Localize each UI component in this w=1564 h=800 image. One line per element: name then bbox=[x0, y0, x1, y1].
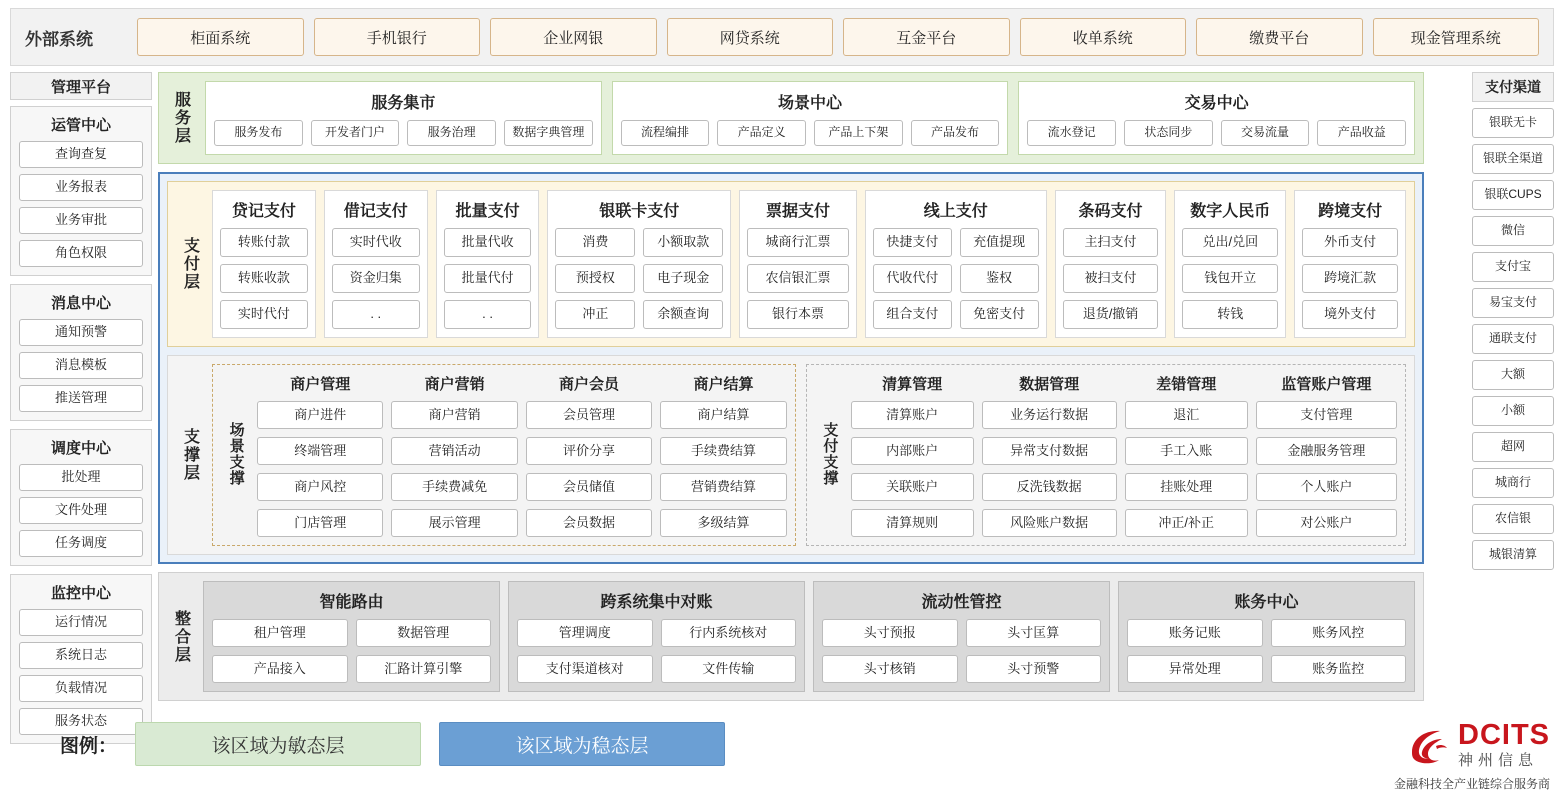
scene-support-item[interactable]: 营销活动 bbox=[391, 437, 517, 465]
transaction-center-title: 交易中心 bbox=[1184, 95, 1249, 112]
pay-item[interactable]: 兑出/兑回 bbox=[1182, 228, 1278, 257]
transaction-center-item[interactable]: 流水登记 bbox=[1027, 120, 1116, 146]
left-group-item[interactable]: 服务状态 bbox=[19, 708, 143, 735]
pay-item[interactable]: 充值提现 bbox=[960, 228, 1039, 257]
left-group-item[interactable]: 任务调度 bbox=[19, 530, 143, 557]
scene-center-item[interactable]: 产品定义 bbox=[717, 120, 806, 146]
pay-col-title: 条码支付 bbox=[1078, 203, 1143, 220]
scene-support-box bbox=[212, 364, 796, 546]
pay-support-column-title: 数据管理 bbox=[1019, 376, 1080, 393]
payment-layer bbox=[167, 181, 1415, 347]
left-group-title: 运管中心 bbox=[50, 117, 111, 134]
left-group-item[interactable]: 运行情况 bbox=[19, 609, 143, 636]
pay-col-unionpay-card bbox=[547, 190, 731, 338]
service-market-item[interactable]: 数据字典管理 bbox=[504, 120, 593, 146]
pay-item[interactable]: 银行本票 bbox=[747, 300, 849, 329]
pay-support-item[interactable]: 冲正/补正 bbox=[1125, 509, 1248, 537]
pay-support-box bbox=[806, 364, 1406, 546]
pay-support-item[interactable]: 反洗钱数据 bbox=[982, 473, 1117, 501]
pay-item[interactable]: 转账收款 bbox=[220, 264, 308, 293]
external-system-item[interactable]: 柜面系统 bbox=[137, 18, 304, 56]
left-group-item[interactable]: 消息模板 bbox=[19, 352, 143, 379]
pay-item[interactable]: 批量代收 bbox=[444, 228, 532, 257]
pay-item[interactable]: 电子现金 bbox=[643, 264, 723, 293]
integration-item[interactable]: 文件传输 bbox=[661, 655, 797, 683]
pay-support-item[interactable]: 手工入账 bbox=[1125, 437, 1248, 465]
legend-stable-swatch: 该区域为稳态层 bbox=[439, 722, 725, 766]
scene-support-item[interactable]: 会员储值 bbox=[526, 473, 652, 501]
service-market-item[interactable]: 服务发布 bbox=[214, 120, 303, 146]
external-system-item[interactable]: 现金管理系统 bbox=[1373, 18, 1540, 56]
payment-layer-label: 支付层 bbox=[181, 237, 199, 291]
scene-support-item[interactable]: 评价分享 bbox=[526, 437, 652, 465]
left-group-item[interactable]: 推送管理 bbox=[19, 385, 143, 412]
legend bbox=[60, 722, 725, 766]
scene-center-item[interactable]: 流程编排 bbox=[621, 120, 710, 146]
pay-item[interactable]: 组合支付 bbox=[873, 300, 952, 329]
pay-support-item[interactable]: 支付管理 bbox=[1256, 401, 1397, 429]
stable-layer-band bbox=[158, 172, 1424, 564]
integration-box-routing bbox=[203, 581, 500, 692]
scene-support-item[interactable]: 多级结算 bbox=[660, 509, 786, 537]
pay-item[interactable]: 免密支付 bbox=[960, 300, 1039, 329]
scene-support-column-title: 商户管理 bbox=[290, 376, 351, 393]
scene-support-label: 场景支撑 bbox=[227, 422, 245, 486]
scene-center-item[interactable]: 产品上下架 bbox=[814, 120, 903, 146]
integration-item[interactable]: 账务记账 bbox=[1127, 619, 1263, 647]
scene-center-box bbox=[612, 81, 1009, 155]
pay-support-item[interactable]: 清算账户 bbox=[851, 401, 974, 429]
scene-support-column bbox=[257, 371, 383, 537]
payment-channel-item[interactable]: 通联支付 bbox=[1472, 324, 1554, 354]
payment-channel-item[interactable]: 易宝支付 bbox=[1472, 288, 1554, 318]
external-system-item[interactable]: 互金平台 bbox=[843, 18, 1010, 56]
scene-support-item[interactable]: 门店管理 bbox=[257, 509, 383, 537]
payment-channel-item[interactable]: 支付宝 bbox=[1472, 252, 1554, 282]
payment-channel-column bbox=[1472, 72, 1554, 576]
pay-col-title: 借记支付 bbox=[343, 203, 408, 220]
integration-item[interactable]: 账务风控 bbox=[1271, 619, 1407, 647]
legend-agile-swatch: 该区域为敏态层 bbox=[135, 722, 421, 766]
payment-channel-item[interactable]: 银联全渠道 bbox=[1472, 144, 1554, 174]
pay-item[interactable]: 实时代付 bbox=[220, 300, 308, 329]
payment-channel-item[interactable]: 农信银 bbox=[1472, 504, 1554, 534]
service-market-box bbox=[205, 81, 602, 155]
scene-support-item[interactable]: 会员数据 bbox=[526, 509, 652, 537]
service-layer-band bbox=[158, 72, 1424, 164]
scene-center-item[interactable]: 产品发布 bbox=[911, 120, 1000, 146]
integration-item[interactable]: 产品接入 bbox=[212, 655, 348, 683]
pay-item[interactable]: 资金归集 bbox=[332, 264, 420, 293]
pay-support-column bbox=[1256, 371, 1397, 537]
pay-support-item[interactable]: 风险账户数据 bbox=[982, 509, 1117, 537]
pay-support-column-title: 差错管理 bbox=[1156, 376, 1217, 393]
left-group-item[interactable]: 业务报表 bbox=[19, 174, 143, 201]
left-group-item[interactable]: 业务审批 bbox=[19, 207, 143, 234]
support-layer bbox=[167, 355, 1415, 555]
integration-item[interactable]: 数据管理 bbox=[356, 619, 492, 647]
external-systems-list bbox=[137, 18, 1539, 56]
external-system-item[interactable]: 企业网银 bbox=[490, 18, 657, 56]
pay-item[interactable]: 鉴权 bbox=[960, 264, 1039, 293]
service-layer-label: 服务层 bbox=[172, 91, 190, 145]
pay-item[interactable]: 农信银汇票 bbox=[747, 264, 849, 293]
integration-box-reconciliation bbox=[508, 581, 805, 692]
scene-support-item[interactable]: 营销费结算 bbox=[660, 473, 786, 501]
scene-support-item[interactable]: 商户风控 bbox=[257, 473, 383, 501]
pay-support-item[interactable]: 关联账户 bbox=[851, 473, 974, 501]
payment-channel-item[interactable]: 大额 bbox=[1472, 360, 1554, 390]
integration-box-title: 智能路由 bbox=[319, 594, 384, 611]
left-group-title: 监控中心 bbox=[50, 585, 111, 602]
scene-support-item[interactable]: 商户结算 bbox=[660, 401, 786, 429]
pay-col-credit bbox=[212, 190, 316, 338]
pay-item[interactable]: 跨境汇款 bbox=[1302, 264, 1398, 293]
payment-channel-item[interactable]: 银联无卡 bbox=[1472, 108, 1554, 138]
external-system-item[interactable]: 手机银行 bbox=[314, 18, 481, 56]
payment-channel-item[interactable]: 银联CUPS bbox=[1472, 180, 1554, 210]
left-group-item[interactable]: 查询查复 bbox=[19, 141, 143, 168]
pay-item[interactable]: 余额查询 bbox=[643, 300, 723, 329]
payment-channel-item[interactable]: 超网 bbox=[1472, 432, 1554, 462]
left-group-schedule bbox=[10, 429, 152, 566]
logo-text-cn: 神州信息 bbox=[1458, 751, 1539, 769]
scene-support-column bbox=[526, 371, 652, 537]
pay-col-cross-border bbox=[1294, 190, 1406, 338]
pay-support-item[interactable]: 个人账户 bbox=[1256, 473, 1397, 501]
pay-item[interactable]: 境外支付 bbox=[1302, 300, 1398, 329]
pay-support-item[interactable]: 业务运行数据 bbox=[982, 401, 1117, 429]
external-system-item[interactable]: 收单系统 bbox=[1020, 18, 1187, 56]
pay-item[interactable]: 外币支付 bbox=[1302, 228, 1398, 257]
payment-channel-item[interactable]: 微信 bbox=[1472, 216, 1554, 246]
pay-col-bill bbox=[739, 190, 857, 338]
pay-support-item[interactable]: 内部账户 bbox=[851, 437, 974, 465]
left-group-item[interactable]: 批处理 bbox=[19, 464, 143, 491]
pay-support-item[interactable]: 挂账处理 bbox=[1125, 473, 1248, 501]
pay-col-title: 批量支付 bbox=[455, 203, 520, 220]
integration-item[interactable]: 头寸核销 bbox=[822, 655, 958, 683]
legend-label: 图例： bbox=[60, 735, 118, 757]
external-system-item[interactable]: 缴费平台 bbox=[1196, 18, 1363, 56]
scene-support-column-title: 商户会员 bbox=[559, 376, 620, 393]
pay-item[interactable]: 批量代付 bbox=[444, 264, 532, 293]
left-group-item[interactable]: 角色权限 bbox=[19, 240, 143, 267]
external-system-item[interactable]: 网贷系统 bbox=[667, 18, 834, 56]
pay-support-column-title: 监管账户管理 bbox=[1281, 376, 1372, 393]
payment-channel-title: 支付渠道 bbox=[1472, 72, 1554, 102]
pay-item[interactable]: 转钱 bbox=[1182, 300, 1278, 329]
scene-support-column bbox=[660, 371, 786, 537]
pay-item[interactable]: 代收代付 bbox=[873, 264, 952, 293]
integration-item[interactable]: 头寸预警 bbox=[966, 655, 1102, 683]
payment-channel-item[interactable]: 城银清算 bbox=[1472, 540, 1554, 570]
pay-support-item[interactable]: 对公账户 bbox=[1256, 509, 1397, 537]
scene-support-column-title: 商户结算 bbox=[693, 376, 754, 393]
pay-col-barcode bbox=[1055, 190, 1167, 338]
pay-item[interactable]: 预授权 bbox=[555, 264, 635, 293]
pay-support-label: 支付支撑 bbox=[821, 422, 839, 486]
architecture-center bbox=[158, 72, 1424, 701]
company-logo bbox=[1320, 718, 1550, 793]
pay-support-item[interactable]: 清算规则 bbox=[851, 509, 974, 537]
left-group-title: 消息中心 bbox=[50, 295, 111, 312]
pay-item[interactable]: 转账付款 bbox=[220, 228, 308, 257]
left-group-message bbox=[10, 284, 152, 421]
scene-support-item[interactable]: 终端管理 bbox=[257, 437, 383, 465]
left-group-item[interactable]: 负载情况 bbox=[19, 675, 143, 702]
pay-support-item[interactable]: 金融服务管理 bbox=[1256, 437, 1397, 465]
pay-item[interactable]: 消费 bbox=[555, 228, 635, 257]
payment-channel-item[interactable]: 城商行 bbox=[1472, 468, 1554, 498]
pay-item[interactable]: 冲正 bbox=[555, 300, 635, 329]
integration-box-title: 账务中心 bbox=[1234, 594, 1299, 611]
external-systems-title: 外部系统 bbox=[25, 29, 93, 49]
left-group-operations bbox=[10, 106, 152, 276]
scene-support-item[interactable]: 展示管理 bbox=[391, 509, 517, 537]
pay-item[interactable]: 钱包开立 bbox=[1182, 264, 1278, 293]
logo-tagline: 金融科技全产业链综合服务商 bbox=[1393, 777, 1550, 791]
pay-item[interactable]: 快捷支付 bbox=[873, 228, 952, 257]
service-market-title: 服务集市 bbox=[371, 95, 436, 112]
pay-support-column-title: 清算管理 bbox=[882, 376, 943, 393]
scene-support-item[interactable]: 商户进件 bbox=[257, 401, 383, 429]
pay-item[interactable]: 退货/撤销 bbox=[1063, 300, 1159, 329]
scene-support-item[interactable]: 手续费结算 bbox=[660, 437, 786, 465]
management-platform-column bbox=[10, 72, 152, 752]
pay-col-title: 票据支付 bbox=[766, 203, 831, 220]
integration-item[interactable]: 异常处理 bbox=[1127, 655, 1263, 683]
pay-item[interactable]: . . bbox=[444, 300, 532, 329]
integration-layer-label: 整合层 bbox=[172, 609, 190, 664]
left-group-title: 调度中心 bbox=[50, 440, 111, 457]
integration-item[interactable]: 账务监控 bbox=[1271, 655, 1407, 683]
integration-item[interactable]: 头寸预报 bbox=[822, 619, 958, 647]
scene-support-column bbox=[391, 371, 517, 537]
pay-support-item[interactable]: 退汇 bbox=[1125, 401, 1248, 429]
pay-col-online bbox=[865, 190, 1047, 338]
dcits-logo-icon bbox=[1406, 726, 1450, 766]
service-market-item[interactable]: 服务治理 bbox=[407, 120, 496, 146]
external-systems-band bbox=[10, 8, 1554, 66]
payment-channel-item[interactable]: 小额 bbox=[1472, 396, 1554, 426]
pay-support-column bbox=[851, 371, 974, 537]
integration-box-accounting bbox=[1118, 581, 1415, 692]
integration-layer-band bbox=[158, 572, 1424, 701]
pay-col-debit bbox=[324, 190, 428, 338]
scene-support-item[interactable]: 商户营销 bbox=[391, 401, 517, 429]
scene-support-column-title: 商户营销 bbox=[424, 376, 485, 393]
transaction-center-item[interactable]: 交易流量 bbox=[1221, 120, 1310, 146]
pay-item[interactable]: 小额取款 bbox=[643, 228, 723, 257]
integration-item[interactable]: 支付渠道核对 bbox=[517, 655, 653, 683]
transaction-center-box bbox=[1018, 81, 1415, 155]
integration-item[interactable]: 管理调度 bbox=[517, 619, 653, 647]
left-group-item[interactable]: 文件处理 bbox=[19, 497, 143, 524]
transaction-center-item[interactable]: 产品收益 bbox=[1317, 120, 1406, 146]
scene-support-item[interactable]: 手续费减免 bbox=[391, 473, 517, 501]
management-platform-title: 管理平台 bbox=[10, 72, 152, 100]
logo-text-en: DCITS bbox=[1458, 718, 1550, 751]
integration-box-title: 流动性管控 bbox=[921, 594, 1002, 611]
integration-box-liquidity bbox=[813, 581, 1110, 692]
integration-item[interactable]: 行内系统核对 bbox=[661, 619, 797, 647]
transaction-center-item[interactable]: 状态同步 bbox=[1124, 120, 1213, 146]
pay-item[interactable]: 被扫支付 bbox=[1063, 264, 1159, 293]
pay-col-title: 线上支付 bbox=[923, 203, 988, 220]
pay-col-title: 银联卡支付 bbox=[599, 203, 680, 220]
pay-col-title: 数字人民币 bbox=[1190, 203, 1271, 220]
integration-item[interactable]: 头寸匡算 bbox=[966, 619, 1102, 647]
scene-center-title: 场景中心 bbox=[778, 95, 843, 112]
scene-support-item[interactable]: 会员管理 bbox=[526, 401, 652, 429]
integration-item[interactable]: 汇路计算引擎 bbox=[356, 655, 492, 683]
pay-col-title: 跨境支付 bbox=[1318, 203, 1383, 220]
left-group-item[interactable]: 通知预警 bbox=[19, 319, 143, 346]
pay-support-column bbox=[1125, 371, 1248, 537]
left-group-item[interactable]: 系统日志 bbox=[19, 642, 143, 669]
pay-item[interactable]: . . bbox=[332, 300, 420, 329]
pay-col-title: 贷记支付 bbox=[231, 203, 296, 220]
pay-support-column bbox=[982, 371, 1117, 537]
pay-item[interactable]: 实时代收 bbox=[332, 228, 420, 257]
support-layer-label: 支撑层 bbox=[181, 428, 199, 482]
integration-item[interactable]: 租户管理 bbox=[212, 619, 348, 647]
pay-col-digital-rmb bbox=[1174, 190, 1286, 338]
pay-item[interactable]: 城商行汇票 bbox=[747, 228, 849, 257]
pay-item[interactable]: 主扫支付 bbox=[1063, 228, 1159, 257]
service-market-item[interactable]: 开发者门户 bbox=[311, 120, 400, 146]
pay-col-batch bbox=[436, 190, 540, 338]
left-group-monitor bbox=[10, 574, 152, 744]
pay-support-item[interactable]: 异常支付数据 bbox=[982, 437, 1117, 465]
integration-box-title: 跨系统集中对账 bbox=[600, 594, 713, 611]
